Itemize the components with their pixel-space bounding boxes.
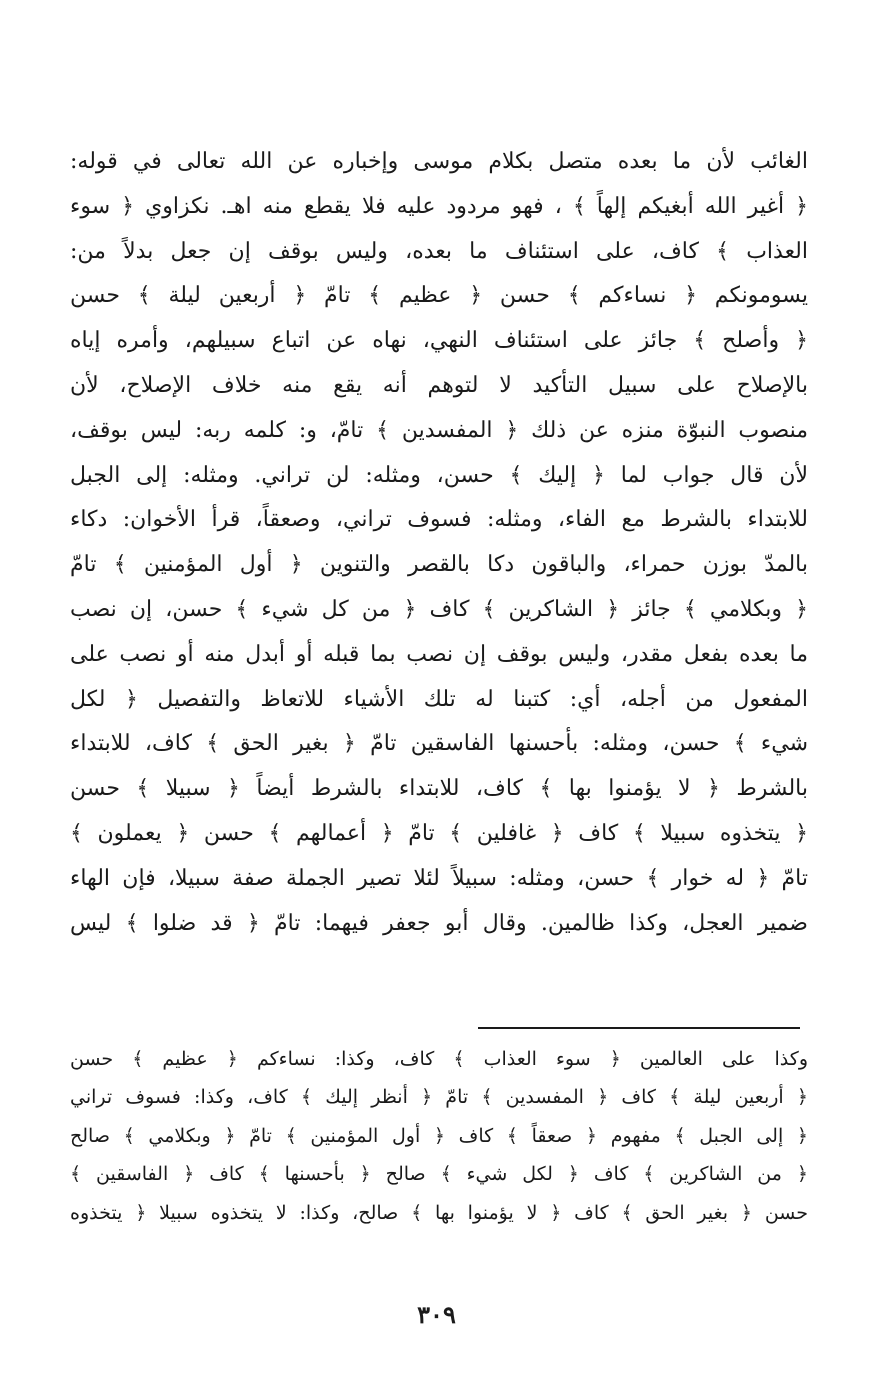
text-line-18: ضمير العجل، وكذا ظالمين. وقال أبو جعفر فيهما: تامّ ﴿ قد ضلوا ﴾ ليس [70, 910, 808, 936]
text-line-3: العذاب ﴾ كاف، على استئناف ما بعده، وليس بوقف إن جعل بدلاً من: [70, 238, 808, 264]
text-line-13: المفعول من أجله، أي: كتبنا له تلك الأشياء للاتعاظ والتفصيل ﴿ لكل [70, 686, 808, 712]
footnote-separator [478, 1027, 800, 1029]
text-line-16: ﴿ يتخذوه سبيلا ﴾ كاف ﴿ غافلين ﴾ تامّ ﴿ أعمالهم ﴾ حسن ﴿ يعملون ﴾ [70, 820, 808, 846]
text-line-9: للابتداء بالشرط مع الفاء، ومثله: فسوف تراني، وصعقاً، قرأ الأخوان: دكاء [70, 507, 808, 533]
footnotes-block [70, 1040, 808, 1232]
footnote-line-5: حسن ﴿ بغير الحق ﴾ كاف ﴿ لا يؤمنوا بها ﴾ صالح، وكذا: لا يتخذوه سبيلا ﴿ يتخذوه [70, 1201, 808, 1224]
text-line-5: ﴿ وأصلح ﴾ جائز على استئناف النهي، نهاه عن اتباع سبيلهم، وأمره إياه [70, 328, 808, 354]
text-line-1: الغائب لأن ما بعده متصل بكلام موسى وإخباره عن الله تعالى في قوله: [70, 149, 808, 174]
page-number: ٣٠٩ [417, 1300, 456, 1329]
footnote-line-4: ﴿ من الشاكرين ﴾ كاف ﴿ لكل شيء ﴾ صالح ﴿ بأحسنها ﴾ كاف ﴿ الفاسقين ﴾ [70, 1163, 808, 1186]
text-line-7: منصوب النبوّة منزه عن ذلك ﴿ المفسدين ﴾ تامّ، و: كلمه ربه: ليس بوقف، [70, 417, 808, 443]
text-line-15: بالشرط ﴿ لا يؤمنوا بها ﴾ كاف، للابتداء بالشرط أيضاً ﴿ سبيلا ﴾ حسن [70, 776, 808, 802]
text-line-12: ما بعده بفعل مقدر، وليس بوقف إن نصب بما قبله أو أبدل منه أو نصب على [70, 641, 808, 667]
text-line-6: بالإصلاح على سبيل التأكيد لا لتوهم أنه يقع منه خلاف الإصلاح، لأن [70, 372, 808, 398]
main-text-block [70, 140, 808, 946]
text-line-14: شيء ﴾ حسن، ومثله: بأحسنها الفاسقين تامّ ﴿ بغير الحق ﴾ كاف، للابتداء [70, 731, 808, 757]
footnote-line-3: ﴿ إلى الجبل ﴾ مفهوم ﴿ صعقاً ﴾ كاف ﴿ أول المؤمنين ﴾ تامّ ﴿ وبكلامي ﴾ صالح [70, 1124, 808, 1147]
text-line-17: تامّ ﴿ له خوار ﴾ حسن، ومثله: سبيلاً لئلا تصير الجملة صفة سبيلا، فإن الهاء [70, 865, 808, 891]
text-line-8: لأن قال جواب لما ﴿ إليك ﴾ حسن، ومثله: لن تراني. ومثله: إلى الجبل [70, 462, 808, 488]
text-line-10: بالمدّ بوزن حمراء، والباقون دكا بالقصر والتنوين ﴿ أول المؤمنين ﴾ تامّ [70, 552, 808, 578]
text-line-4: يسومونكم ﴿ نساءكم ﴾ حسن ﴿ عظيم ﴾ تامّ ﴿ أربعين ليلة ﴾ حسن [70, 283, 808, 309]
footnote-line-1: وكذا على العالمين ﴿ سوء العذاب ﴾ كاف، وكذا: نساءكم ﴿ عظيم ﴾ حسن [70, 1048, 808, 1070]
text-line-2: ﴿ أغير الله أبغيكم إلهاً ﴾ ، فهو مردود عليه فلا يقطع منه اهـ. نكزاوي ﴿ سوء [70, 193, 808, 219]
text-line-11: ﴿ وبكلامي ﴾ جائز ﴿ الشاكرين ﴾ كاف ﴿ من كل شيء ﴾ حسن، إن نصب [70, 596, 808, 622]
footnote-line-2: ﴿ أربعين ليلة ﴾ كاف ﴿ المفسدين ﴾ تامّ ﴿ أنظر إليك ﴾ كاف، وكذا: فسوف تراني [70, 1086, 808, 1109]
